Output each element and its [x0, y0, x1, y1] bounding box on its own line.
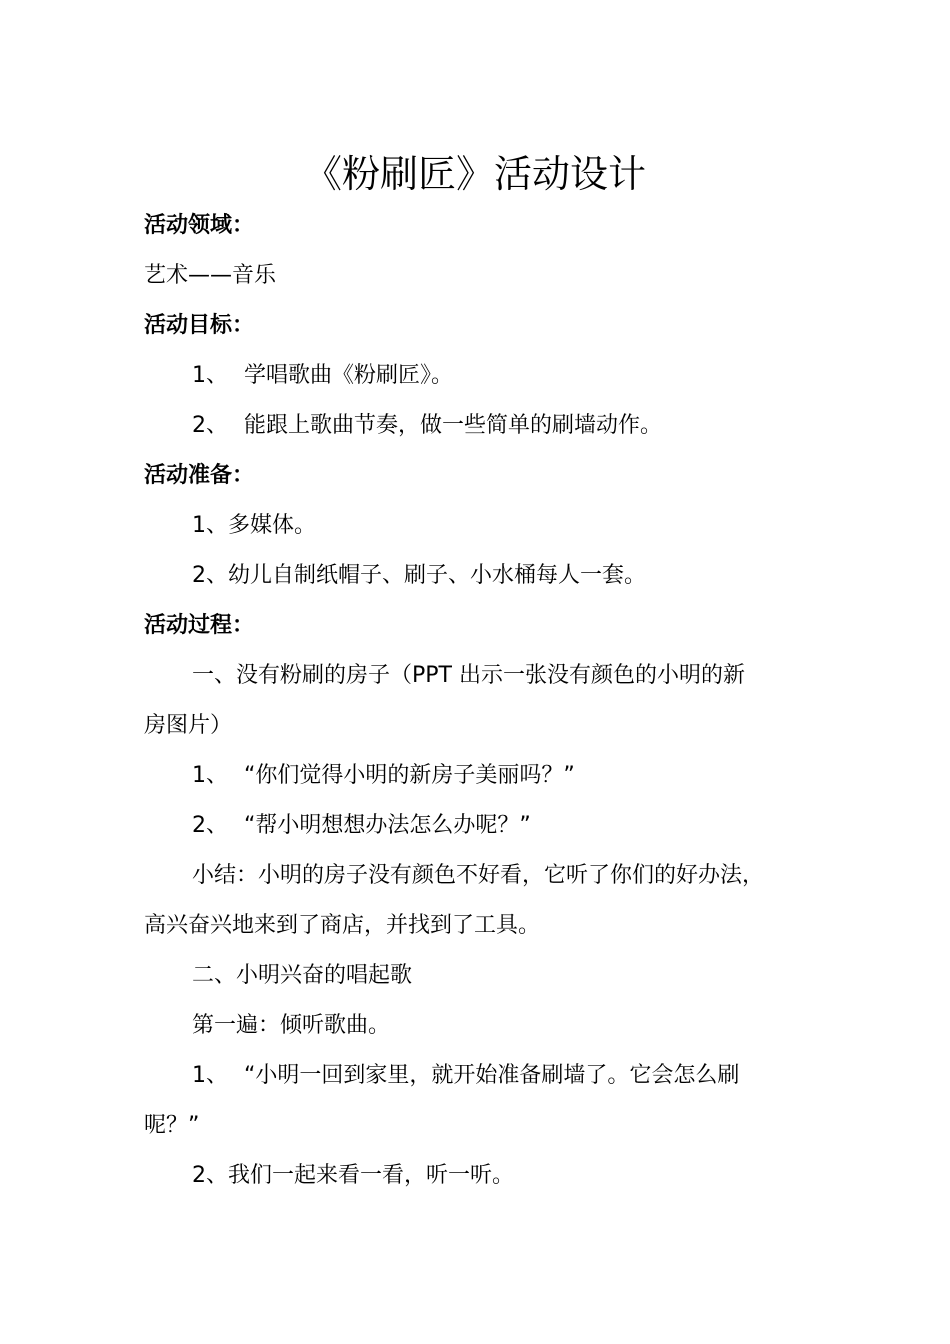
section-heading-domain: 活动领域： [144, 213, 255, 238]
goal-number: 2、 [192, 413, 228, 438]
part1-heading-continued: 房图片） [144, 713, 233, 738]
domain-text: 艺术——音乐 [144, 263, 277, 288]
section-heading-preparation: 活动准备： [144, 463, 255, 488]
goal-text: 学唱歌曲《粉刷匠》。 [244, 363, 454, 388]
goal-item [192, 411, 872, 441]
goal-text: 能跟上歌曲节奏，做一些简单的刷墙动作。 [244, 413, 663, 438]
prep-item: 2、幼儿自制纸帽子、刷子、小水桶每人一套。 [192, 563, 646, 588]
question-number: 2、 [192, 813, 228, 838]
section-heading-goals: 活动目标： [144, 313, 255, 338]
goal-number: 1、 [192, 363, 228, 388]
first-pass-text: 第一遍：倾听歌曲。 [192, 1013, 391, 1038]
document-title: 《粉刷匠》活动设计 [303, 152, 646, 196]
question-text: “你们觉得小明的新房子美丽吗？” [244, 763, 575, 788]
question-item [192, 761, 872, 791]
question-item [192, 811, 872, 841]
question-text-continued: 呢？” [144, 1113, 200, 1138]
question-text: “帮小明想想办法怎么办呢？” [244, 813, 531, 838]
question-number: 1、 [192, 763, 228, 788]
question-text: “小明一回到家里，就开始准备刷墙了。它会怎么刷 [244, 1063, 740, 1088]
summary-text: 小结：小明的房子没有颜色不好看，它听了你们的好办法， [192, 863, 765, 888]
question-number: 1、 [192, 1063, 228, 1088]
prep-item: 1、多媒体。 [192, 513, 316, 538]
section-heading-process: 活动过程： [144, 613, 255, 638]
step-text: 2、我们一起来看一看，听一听。 [192, 1163, 514, 1188]
summary-text-continued: 高兴奋兴地来到了商店，并找到了工具。 [144, 913, 541, 938]
goal-item [192, 361, 872, 391]
question-item [192, 1061, 872, 1091]
part2-heading: 二、小明兴奋的唱起歌 [192, 963, 413, 988]
part1-heading: 一、没有粉刷的房子（PPT 出示一张没有颜色的小明的新 [192, 663, 745, 688]
